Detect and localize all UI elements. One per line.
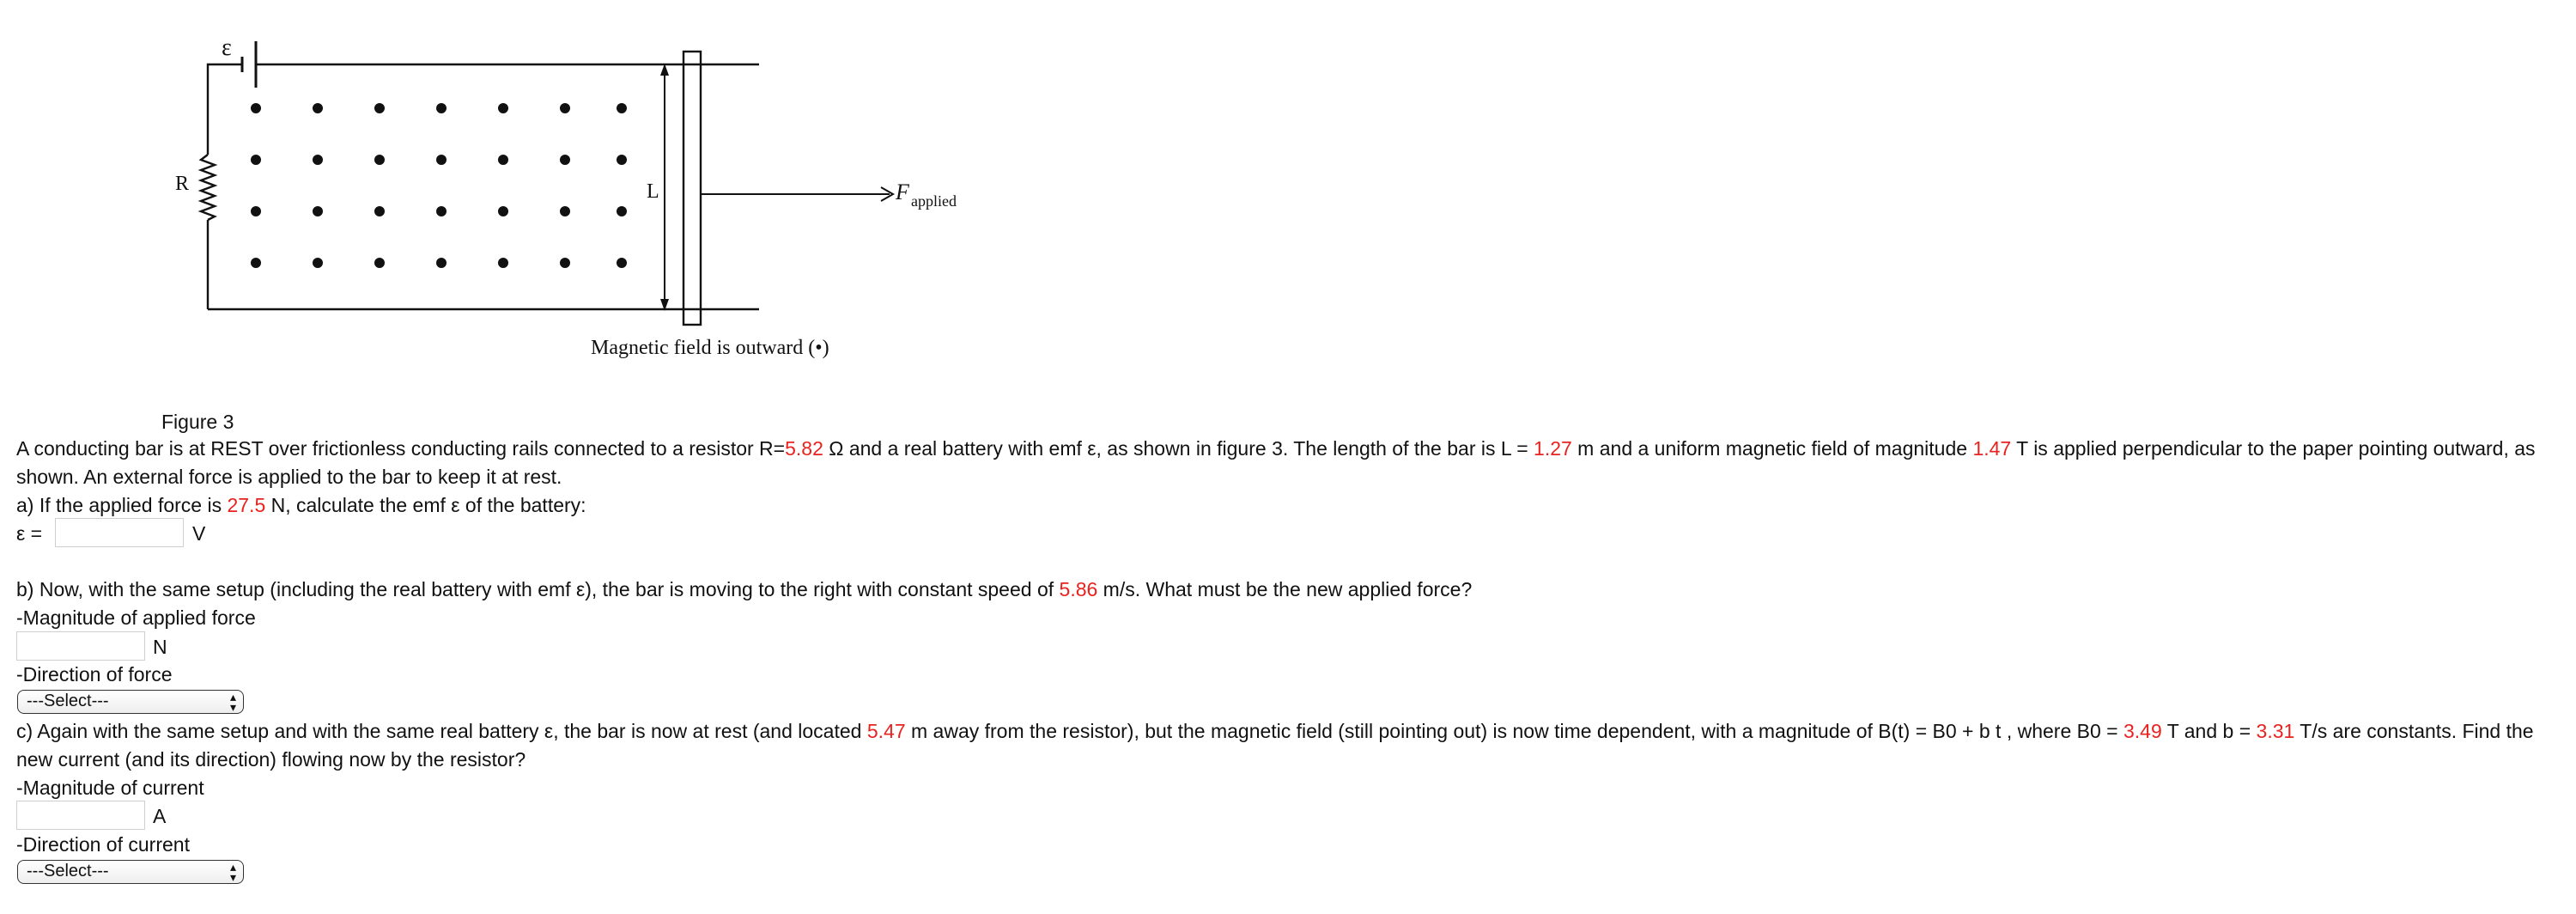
force-label-subscript: applied bbox=[911, 192, 957, 210]
field-dot bbox=[313, 206, 323, 216]
part-c-text-3: T and b = bbox=[2161, 720, 2257, 742]
field-dot bbox=[374, 258, 385, 268]
current-unit: A bbox=[153, 805, 167, 827]
field-dot bbox=[313, 103, 323, 113]
left-wire-top bbox=[208, 64, 242, 155]
field-caption: Magnetic field is outward (•) bbox=[591, 337, 829, 359]
current-direction-selected: ---Select--- bbox=[27, 862, 109, 880]
length-label: L bbox=[647, 180, 659, 203]
emf-input-label: ε = bbox=[16, 522, 43, 545]
field-dot bbox=[498, 258, 508, 268]
force-label: F bbox=[896, 180, 909, 204]
part-c-text-4: T/s are constants. Find the new current (and its direction) flowing now by the resistor? bbox=[16, 720, 2534, 771]
field-dot bbox=[251, 206, 261, 216]
field-dot bbox=[251, 258, 261, 268]
speed-value: 5.86 bbox=[1059, 578, 1098, 600]
field-dot bbox=[251, 155, 261, 165]
field-dot bbox=[313, 155, 323, 165]
battery-symbol bbox=[242, 41, 256, 88]
field-dot bbox=[560, 103, 570, 113]
distance-value: 5.47 bbox=[866, 720, 906, 742]
length-value: 1.27 bbox=[1534, 437, 1572, 460]
force-magnitude-input[interactable] bbox=[16, 631, 145, 661]
part-c-text-1: c) Again with the same setup and with the same real battery ε, the bar is now at rest (and located bbox=[16, 720, 867, 742]
force-direction-selected: ---Select--- bbox=[27, 692, 109, 710]
field-dot bbox=[498, 103, 508, 113]
field-dot bbox=[374, 103, 385, 113]
current-magnitude-label: -Magnitude of current bbox=[16, 777, 204, 799]
current-magnitude-input[interactable] bbox=[16, 801, 145, 830]
part-b-question bbox=[16, 576, 1472, 604]
field-dot bbox=[560, 206, 570, 216]
intro-text-3: m and a uniform magnetic field of magnitude bbox=[1571, 437, 1973, 460]
b-rate-value: 3.31 bbox=[2256, 720, 2295, 742]
field-dot bbox=[617, 206, 627, 216]
question-text bbox=[16, 435, 2560, 520]
applied-force-value: 27.5 bbox=[227, 494, 266, 516]
field-dot bbox=[560, 258, 570, 268]
part-b-text-1: b) Now, with the same setup (including the real battery with emf ε), the bar is moving to the right with constant speed of bbox=[16, 578, 1060, 600]
part-a-question bbox=[16, 491, 2560, 520]
conducting-bar bbox=[683, 52, 701, 325]
field-dot bbox=[560, 155, 570, 165]
force-unit: N bbox=[153, 636, 167, 658]
emf-unit: V bbox=[192, 522, 206, 545]
part-a-text-2: N, calculate the emf ε of the battery: bbox=[265, 494, 586, 516]
part-c-text-2: m away from the resistor), but the magnetic field (still pointing out) is now time dependent, with a magnitude of B(t) = B0 + b t , where B0 = bbox=[905, 720, 2123, 742]
force-direction-select[interactable] bbox=[17, 690, 244, 714]
field-dot bbox=[498, 206, 508, 216]
resistor-label: R bbox=[175, 173, 190, 195]
emf-label: ε bbox=[222, 34, 232, 61]
figure-caption: Figure 3 bbox=[161, 411, 234, 433]
field-dot bbox=[498, 155, 508, 165]
circuit-figure bbox=[0, 0, 1030, 395]
field-value: 1.47 bbox=[1972, 437, 2012, 460]
magnetic-field-dots bbox=[251, 103, 627, 268]
updown-arrows-icon: ▴ ▾ bbox=[229, 690, 236, 714]
current-direction-label: -Direction of current bbox=[16, 833, 190, 856]
resistance-value: 5.82 bbox=[785, 437, 823, 460]
field-dot bbox=[436, 103, 447, 113]
force-magnitude-label: -Magnitude of applied force bbox=[16, 606, 256, 629]
intro-paragraph bbox=[16, 435, 2560, 491]
part-a-text-1: a) If the applied force is bbox=[16, 494, 228, 516]
field-dot bbox=[436, 155, 447, 165]
field-dot bbox=[436, 258, 447, 268]
intro-text-2: Ω and a real battery with emf ε, as shown in figure 3. The length of the bar is L = bbox=[823, 437, 1534, 460]
resistor-symbol bbox=[201, 155, 215, 220]
field-dot bbox=[374, 155, 385, 165]
field-dot bbox=[436, 206, 447, 216]
field-dot bbox=[617, 258, 627, 268]
field-dot bbox=[374, 206, 385, 216]
intro-text-4: T is applied perpendicular to the paper pointing outward, as shown. An external force is applied to the bar to keep it at rest. bbox=[16, 437, 2536, 488]
field-dot bbox=[617, 155, 627, 165]
part-c-question bbox=[16, 717, 2560, 774]
force-direction-label: -Direction of force bbox=[16, 663, 173, 686]
emf-answer-input[interactable] bbox=[55, 518, 184, 547]
field-dot bbox=[313, 258, 323, 268]
updown-arrows-icon: ▴ ▾ bbox=[229, 860, 236, 884]
field-dot bbox=[251, 103, 261, 113]
b0-value: 3.49 bbox=[2123, 720, 2162, 742]
part-b-text-2: m/s. What must be the new applied force? bbox=[1097, 578, 1473, 600]
field-dot bbox=[617, 103, 627, 113]
current-direction-select[interactable] bbox=[17, 860, 244, 884]
intro-text-1: A conducting bar is at REST over frictionless conducting rails connected to a resistor R= bbox=[16, 437, 786, 460]
circuit-wires bbox=[201, 64, 759, 309]
